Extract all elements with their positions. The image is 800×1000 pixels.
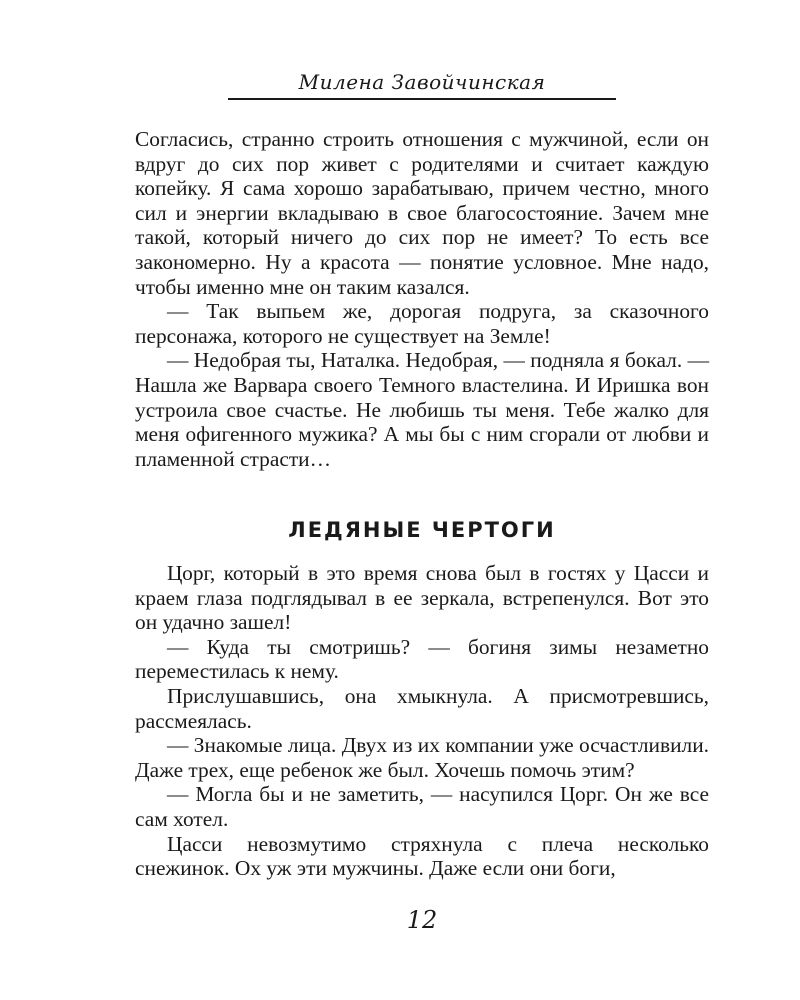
paragraph: — Недобрая ты, Наталка. Недобрая, — подняла я бокал. — Нашла же Варвара своего Темного властелина. И Иришка вон устроила свое счастье. Не любишь ты меня. Тебе жалко для меня офигенного мужика? А мы бы с ним сгорали от любви и пламенной страсти… bbox=[135, 348, 709, 471]
text-section-2 bbox=[135, 561, 709, 881]
page-number: 12 bbox=[406, 906, 438, 934]
paragraph: — Куда ты смотришь? — богиня зимы незаметно переместилась к нему. bbox=[135, 634, 709, 684]
chapter-title: ЛЕДЯНЫЕ ЧЕРТОГИ bbox=[288, 518, 556, 542]
paragraph: Согласись, странно строить отношения с мужчиной, если он вдруг до сих пор живет с родителями и считает каждую копейку. Я сама хорошо зарабатываю, причем честно, много сил и энергии вкладываю в свое благосостояние. Зачем мне такой, который ничего до сих пор не имеет? То есть все закономерно. Ну а красота — понятие условное. Мне надо, чтобы именно мне он таким казался. bbox=[135, 127, 709, 299]
paragraph: — Знакомые лица. Двух из их компании уже осчастливили. Даже трех, еще ребенок же был. Хочешь помочь этим? bbox=[135, 733, 709, 782]
running-header-author: Милена Завойчинская bbox=[298, 70, 546, 94]
paragraph: — Могла бы и не заметить, — насупился Цорг. Он же все сам хотел. bbox=[135, 782, 709, 831]
text-section-1 bbox=[135, 127, 709, 471]
paragraph: Цасси невозмутимо стряхнула с плеча несколько снежинок. Ох уж эти мужчины. Даже если они боги, bbox=[135, 831, 709, 881]
paragraph: — Так выпьем же, дорогая подруга, за сказочного персонажа, которого не существует на Земле! bbox=[135, 299, 709, 348]
header-rule bbox=[228, 98, 616, 100]
paragraph: Прислушавшись, она хмыкнула. А присмотревшись, рассмеялась. bbox=[135, 683, 709, 733]
paragraph: Цорг, который в это время снова был в гостях у Цасси и краем глаза подглядывал в ее зеркала, встрепенулся. Вот это он удачно зашел! bbox=[135, 561, 709, 635]
